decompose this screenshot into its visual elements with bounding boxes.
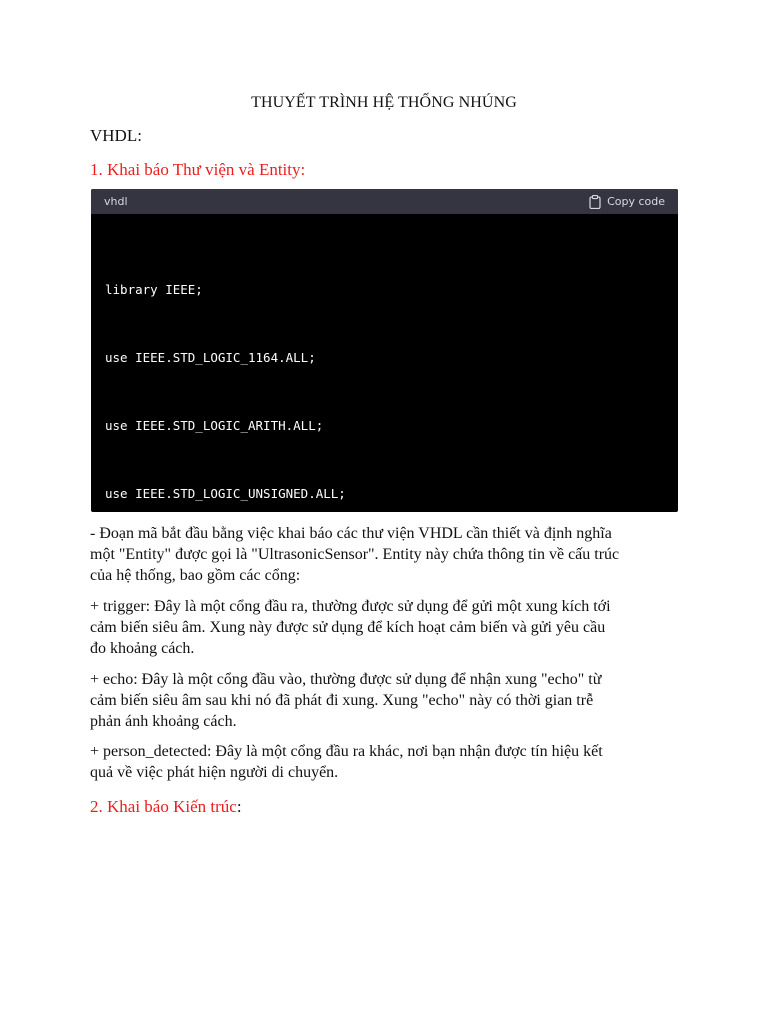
copy-code-button[interactable] — [589, 195, 665, 209]
section-heading-library-entity: 1. Khai báo Thư viện và Entity: — [90, 160, 306, 179]
code-line: library IEEE; — [105, 282, 203, 298]
paragraph-library-description — [90, 523, 690, 586]
text-line: một "Entity" được gọi là "UltrasonicSensor". Entity này chứa thông tin về cấu trúc — [90, 546, 620, 563]
code-line: use IEEE.STD_LOGIC_1164.ALL; — [105, 349, 316, 365]
clipboard-icon — [589, 195, 601, 209]
section-heading-architecture-text: 2. Khai báo Kiến trúc — [90, 797, 237, 816]
code-language-label: vhdl — [104, 195, 128, 208]
section-heading-architecture-colon: : — [236, 797, 242, 816]
text-line: phản ánh khoảng cách. — [90, 713, 237, 730]
text-line: cảm biến siêu âm. Xung này được sử dụng để kích hoạt cảm biến và gửi yêu cầu — [90, 619, 606, 636]
text-line: đo khoảng cách. — [90, 640, 195, 657]
code-block — [91, 189, 678, 512]
paragraph-echo-description — [90, 669, 690, 732]
text-line: + trigger: Đây là một cổng đầu ra, thường được sử dụng để gửi một xung kích tới — [90, 598, 611, 615]
document-title: THUYẾT TRÌNH HỆ THỐNG NHÚNG — [251, 94, 517, 111]
paragraph-person-detected-description — [90, 741, 690, 783]
text-line: + echo: Đây là một cổng đầu vào, thường được sử dụng để nhận xung "echo" từ — [90, 671, 602, 688]
code-block-header — [91, 189, 678, 214]
text-line: + person_detected: Đây là một cổng đầu ra khác, nơi bạn nhận được tín hiệu kết — [90, 743, 603, 760]
copy-code-label: Copy code — [607, 195, 665, 208]
text-line: - Đoạn mã bắt đầu bằng việc khai báo các thư viện VHDL cần thiết và định nghĩa — [90, 525, 612, 542]
text-line: quả về việc phát hiện người di chuyển. — [90, 764, 339, 781]
text-line: cảm biến siêu âm sau khi nó đã phát đi xung. Xung "echo" này có thời gian trễ — [90, 692, 594, 709]
section-heading-architecture — [90, 797, 242, 817]
code-line: use IEEE.STD_LOGIC_UNSIGNED.ALL; — [105, 485, 346, 501]
code-line: use IEEE.STD_LOGIC_ARITH.ALL; — [105, 417, 324, 433]
code-body — [91, 214, 678, 512]
text-line: của hệ thống, bao gồm các cổng: — [90, 567, 301, 584]
language-label: VHDL: — [90, 126, 142, 145]
paragraph-trigger-description — [90, 596, 690, 659]
